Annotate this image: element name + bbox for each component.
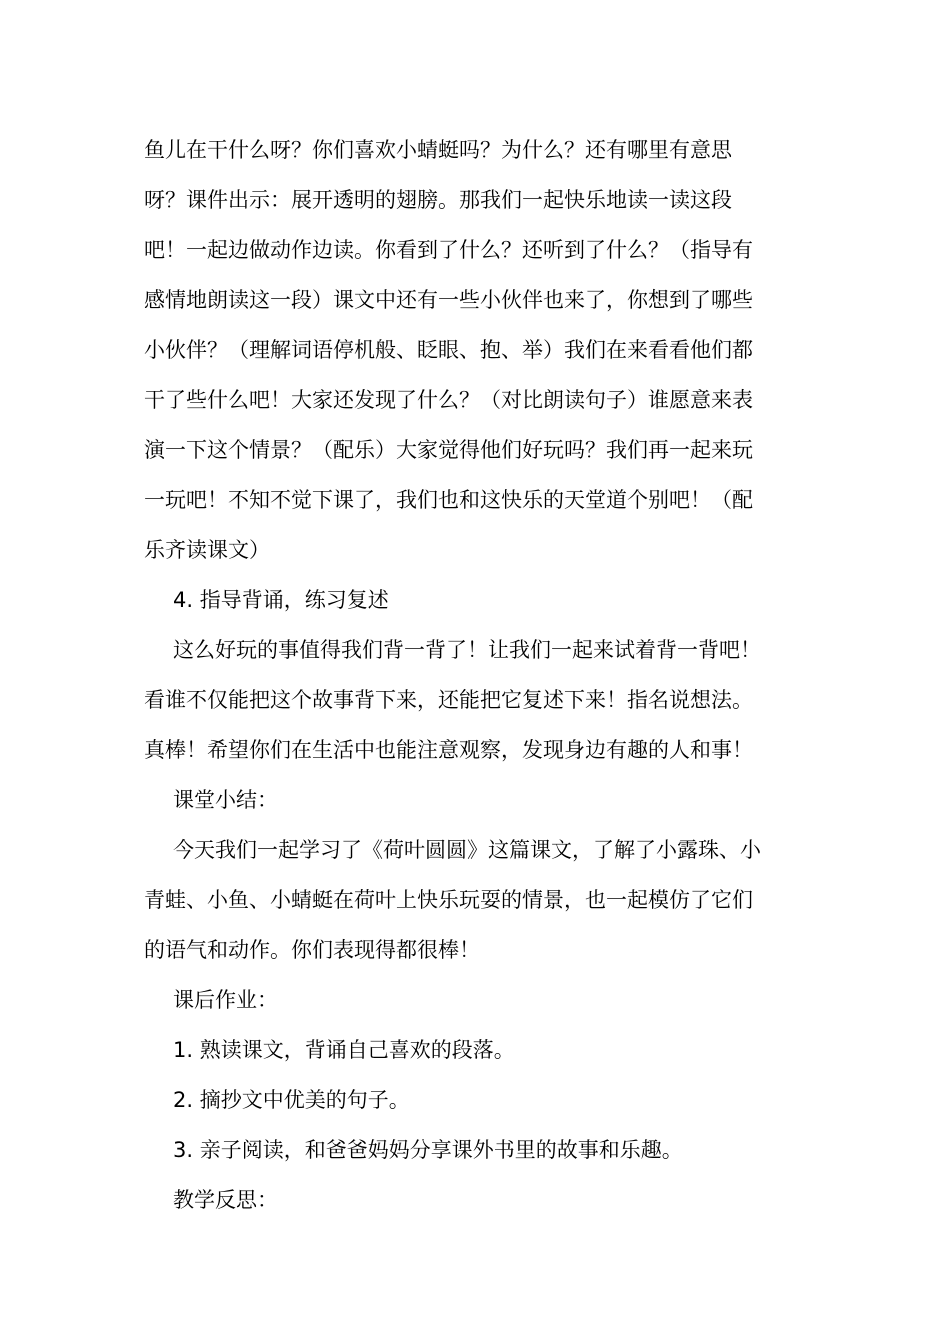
homework-heading: 课后作业： [173,988,278,1012]
text-line: 感情地朗读这一段）课文中还有一些小伙伴也来了，你想到了哪些 [144,288,753,312]
text-line: 演一下这个情景？（配乐）大家觉得他们好玩吗？我们再一起来玩 [144,438,753,462]
paragraph-summary [144,825,808,975]
text-line: 这么好玩的事值得我们背一背了！让我们一起来试着背一背吧！ [173,638,761,662]
text-line: 呀？课件出示：展开透明的翅膀。那我们一起快乐地读一读这段 [144,188,732,212]
text-line: 今天我们一起学习了《荷叶圆圆》这篇课文，了解了小露珠、小 [173,838,761,862]
text-line: 乐齐读课文） [144,538,270,562]
document-body [144,125,808,1225]
paragraph-continued [144,125,808,575]
text-line: 干了些什么吧！大家还发现了什么？（对比朗读句子）谁愿意来表 [144,388,753,412]
homework-item: 3. 亲子阅读，和爸爸妈妈分享课外书里的故事和乐趣。 [173,1138,683,1162]
text-line: 吧！一起边做动作边读。你看到了什么？还听到了什么？（指导有 [144,238,753,262]
step-4-heading: 4. 指导背诵，练习复述 [173,588,389,612]
text-line: 一玩吧！不知不觉下课了，我们也和这快乐的天堂道个别吧！（配 [144,488,753,512]
text-line: 鱼儿在干什么呀？你们喜欢小蜻蜓吗？为什么？还有哪里有意思 [144,138,732,162]
text-line: 看谁不仅能把这个故事背下来，还能把它复述下来！指名说想法。 [144,688,753,712]
text-line: 小伙伴？（理解词语停机般、眨眼、抱、举）我们在来看看他们都 [144,338,753,362]
reflection-heading: 教学反思： [173,1188,278,1212]
text-line: 的语气和动作。你们表现得都很棒！ [144,938,480,962]
homework-item: 1. 熟读课文，背诵自己喜欢的段落。 [173,1038,515,1062]
paragraph-recitation [144,625,808,775]
homework-item: 2. 摘抄文中优美的句子。 [173,1088,410,1112]
summary-heading: 课堂小结： [173,788,278,812]
text-line: 真棒！希望你们在生活中也能注意观察，发现身边有趣的人和事！ [144,738,753,762]
text-line: 青蛙、小鱼、小蜻蜓在荷叶上快乐玩耍的情景，也一起模仿了它们 [144,888,753,912]
